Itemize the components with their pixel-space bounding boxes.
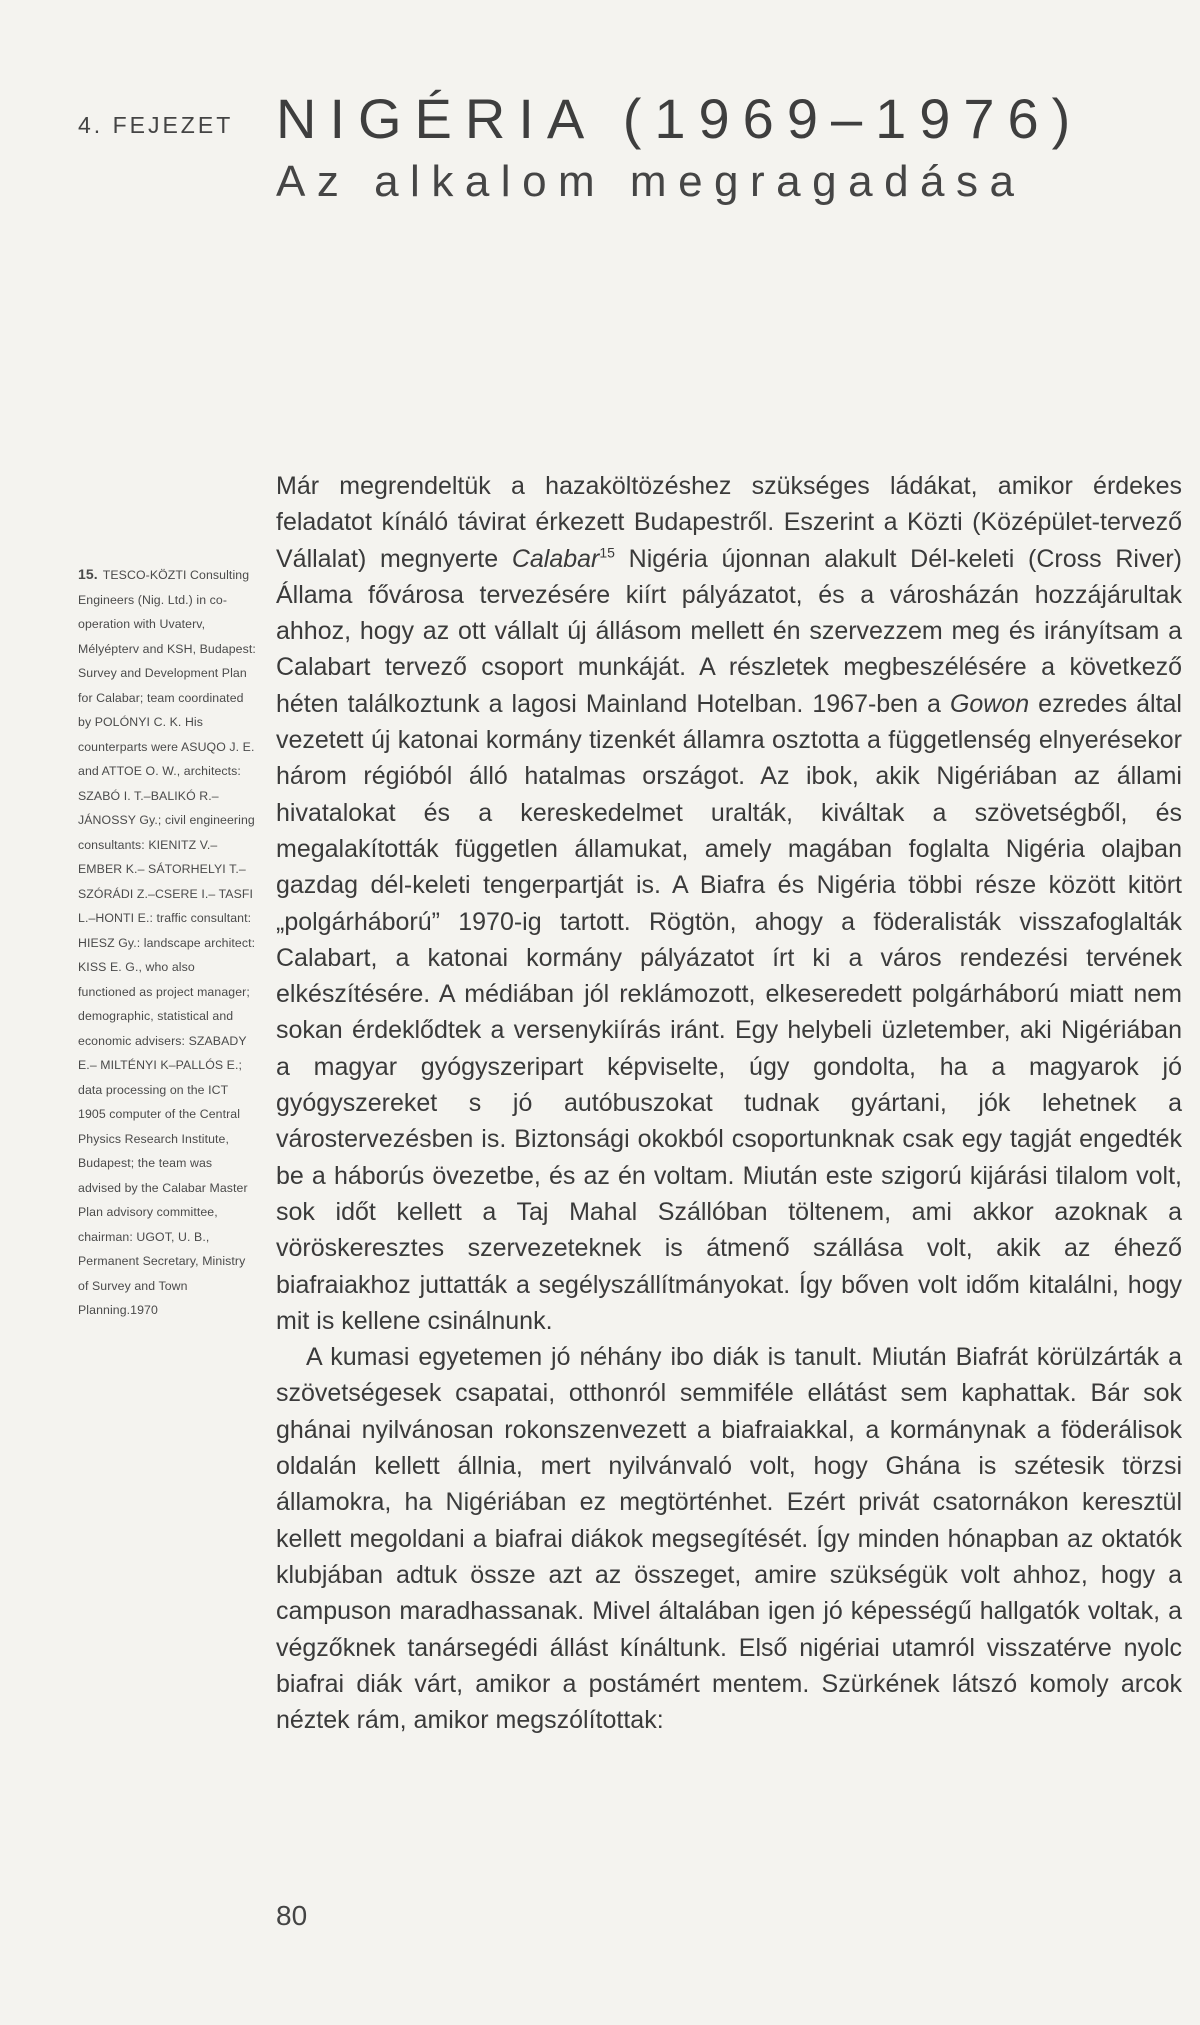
sidenote-text: TESCO-KÖZTI Consulting Engineers (Nig. Ltd.) in co-operation with Uvaterv, Mélyépterv and KSH, Budapest: Survey and Development Plan for Calabar; team coordinated by POLÓNYI C. K. His counterparts were ASUQO J. E. and ATTOE O. W., architects: SZABÓ I. T.–BALIKÓ R.–JÁNOSSY Gy.; civil engineering consultants: KIENITZ V.– EMBER K.– SÁTORHELYI T.– SZÓRÁDI Z.–CSERE I.– TASFI L.–HONTI E.: traffic consultant: HIESZ Gy.: landscape architect: KISS E. G., who also functioned as project manager; demographic, statistical and economic advisers: SZABADY E.– MILTÉNYI K–PALLÓS E.; data processing on the ICT 1905 computer of the Central Physics Research Institute, Budapest; the team was advised by the Calabar Master Plan advisory committee, chairman: UGOT, U. B., Permanent Secretary, Ministry of Survey and Town Planning.1970 — [78, 568, 256, 1317]
gowon-term: Gowon — [949, 689, 1030, 718]
main-text — [276, 468, 1182, 1738]
footnote-ref: 15 — [599, 544, 615, 561]
paragraph-text: Már megrendeltük a hazaköltözéshez szükséges ládákat, amikor érdekes feladatot kínáló távirat érkezett Budapestről. Eszerint a Közti (Középület-tervező Vállalat) megnyerte — [276, 472, 1182, 573]
paragraph: A kumasi egyetemen jó néhány ibo diák is tanult. Miután Biafrát körülzárták a szövetségesek csapatai, otthonról semmiféle ellátást sem kaphattak. Bár sok ghánai nyilvánosan rokonszenvezett a biafraiakkal, a kormánynak a föderálisok oldalán kellett állnia, mert nyilvánvaló volt, hogy Ghána is szétesik törzsi államokra, ha Nigériában ez megtörténhet. Ezért privát csatornákon keresztül kellett megoldani a biafrai diákok megsegítését. Így minden hónapban az oktatók klubjában adtuk össze azt az összeget, amire szükségük volt ahhoz, hogy a campuson maradhassanak. Mivel általában igen jó képességű hallgatók voltak, a végzőknek tanársegédi állást kínáltunk. Első nigériai utamról visszatérve nyolc biafrai diák várt, amikor a postámért mentem. Szürkének látszó komoly arcok néztek rám, amikor megszólítottak: — [276, 1343, 1182, 1735]
paragraph-text: Nigéria újonnan alakult Dél-keleti (Cross River) Állama fővárosa tervezésére kiírt pályázatot, és a városházán hozzájárultak ahhoz, hogy az ott vállalt új állásom mellett én szervezzem meg és irányítsam a Calabart tervező csoport munkáját. A részletek megbeszélésére a következő héten találkoztunk a lagosi Mainland Hotelban. 1967-ben a — [276, 544, 1182, 718]
chapter-title: NIGÉRIA (1969–1976) — [276, 87, 1084, 150]
chapter-label: 4. FEJEZET — [78, 112, 234, 138]
sidenote — [78, 562, 256, 1323]
paragraph-text: ezredes által vezetett új katonai kormány tizenkét államra osztotta a függetlenség elnyerésekor három régióból álló hatalmas országot. Az ibok, akik Nigériában az állami hivatalokat és a kereskedelmet uralták, kiváltak a szövetségből, és megalakították független államukat, amely magában foglalta Nigéria olajban gazdag dél-keleti tengerpartját is. A Biafra és Nigéria többi része között kitört „polgárháború” 1970-ig tartott. Rögtön, ahogy a föderalisták visszafoglalták Calabart, a katonai kormány pályázatot írt ki a város rendezési tervének elkészítésére. A médiában jól reklámozott, elkeseredett polgárháború miatt nem sokan érdeklődtek a versenykiírás iránt. Egy helybeli üzletember, aki Nigériában a magyar gyógyszeripart képviselte, úgy gondolta, ha a magyarok jó gyógyszereket s jó autóbuszokat tudnak gyártani, jók lehetnek a várostervezésben is. Biztonsági okokból csoportunknak csak egy tagját engedték be a háborús övezetbe, és az én voltam. Miután este szigorú kijárási tilalom volt, sok időt kellett a Taj Mahal Szállóban töltenem, ami akkor azoknak a vöröskeresztes szervezeteknek is átmenő szállása volt, akik az éhező biafraiakhoz juttatták a segélyszállítmányokat. Így bőven volt időm kitalálni, hogy mit is kellene csinálnunk. — [276, 689, 1182, 1335]
page-number: 80 — [276, 1900, 308, 1931]
chapter-subtitle: Az alkalom megragadása — [276, 157, 1026, 206]
paragraph — [276, 468, 1182, 1339]
calabar-term: Calabar — [511, 544, 600, 573]
sidenote-number: 15. — [78, 566, 98, 582]
